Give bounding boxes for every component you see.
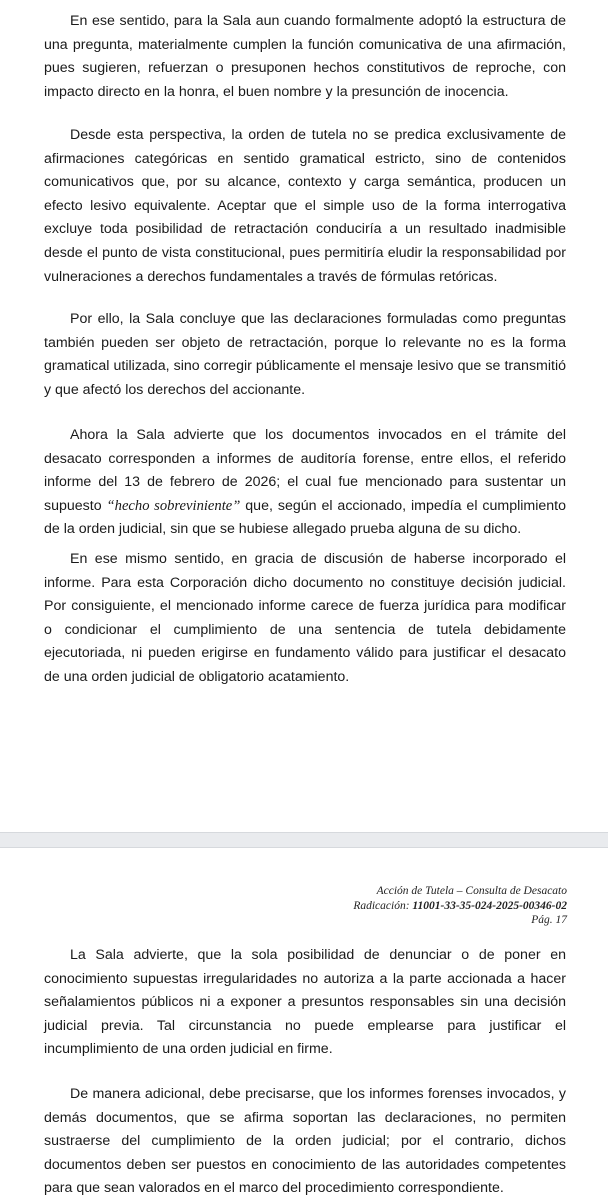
paragraph-informe-no-decision: En ese mismo sentido, en gracia de discusión de haberse incorporado el informe. Para esta Corporación dicho documento no constituye decisión judicial. Por consiguiente, el mencionado informe carece de fuerza jurídica para modificar o condicionar el cumplimiento de una sentencia de tutela debidamente ejecutoriada, ni pueden erigirse en fundamento válido para justificar el desacato de una orden judicial de obligatorio acatamiento.: [44, 551, 566, 685]
italic-quote-hecho-sobreviniente: “hecho sobreviniente”: [106, 497, 241, 514]
header-radicacion-number: 11001-33-35-024-2025-00346-02: [412, 899, 567, 912]
page-separator: [0, 832, 608, 848]
paragraph-text-part: que, según el accionado, impedía el cumplimiento de la orden judicial, sin que se hubiese allegado prueba alguna de su dicho.: [44, 497, 566, 538]
paragraph-pregunta-afirmacion: En ese sentido, para la Sala aun cuando formalmente adoptó la estructura de una pregunta, materialmente cumplen la función comunicativa de una afirmación, pues sugieren, refuerzan o presuponen hechos constitutivos de reproche, con impacto directo en la honra, el buen nombre y la presunción de inocencia.: [44, 13, 566, 100]
header-radicacion: [207, 899, 567, 914]
header-page-number: Pág. 17: [531, 914, 567, 926]
paragraph-documentos-desacato: [44, 424, 566, 542]
paragraph-sala-advierte: La Sala advierte, que la sola posibilidad de denunciar o de poner en conocimiento supuestas irregularidades no autoriza a la parte accionada a hacer señalamientos públicos ni a exponer a presuntos responsables sin una decisión judicial previa. Tal circunstancia no puede emplearse para justificar el incumplimiento de una orden judicial en firme.: [44, 947, 566, 1058]
paragraph-perspectiva-tutela: Desde esta perspectiva, la orden de tutela no se predica exclusivamente de afirmaciones categóricas en sentido gramatical estricto, sino de contenidos comunicativos que, por su alcance, contexto y carga semántica, producen un efecto lesivo equivalente. Aceptar que el simple uso de la forma interrogativa excluye toda posibilidad de retractación conduciría a un resultado inadmisible desde el punto de vista constitucional, pues permitiría eludir la responsabilidad por vulneraciones a derechos fundamentales a través de fórmulas retóricas.: [44, 127, 566, 285]
header-radicacion-label: Radicación:: [353, 899, 413, 912]
paragraph-conclusion-retractacion: Por ello, la Sala concluye que las declaraciones formuladas como preguntas también pueden ser objeto de retractación, porque lo relevante no es la forma gramatical utilizada, sino corregir públicamente el mensaje lesivo que se transmitió y que afectó los derechos del accionante.: [44, 311, 566, 398]
page-running-header: [207, 884, 567, 928]
header-case-type: Acción de Tutela – Consulta de Desacato: [376, 885, 567, 897]
paragraph-text-part: Ahora la Sala advierte que los documentos invocados en el trámite del desacato corresponden a informes de auditoría forense, entre ellos, el referido informe del 13 de febrero de 2026; el cual fue mencionado para sustentar un supuesto: [44, 427, 566, 514]
paragraph-manera-adicional: De manera adicional, debe precisarse, que los informes forenses invocados, y demás documentos, que se afirma soportan las declaraciones, no permiten sustraerse del cumplimiento de la orden judicial; por el contrario, dichos documentos deben ser puestos en conocimiento de las autoridades competentes para que sean valorados en el marco del procedimiento correspondiente.: [44, 1086, 566, 1197]
